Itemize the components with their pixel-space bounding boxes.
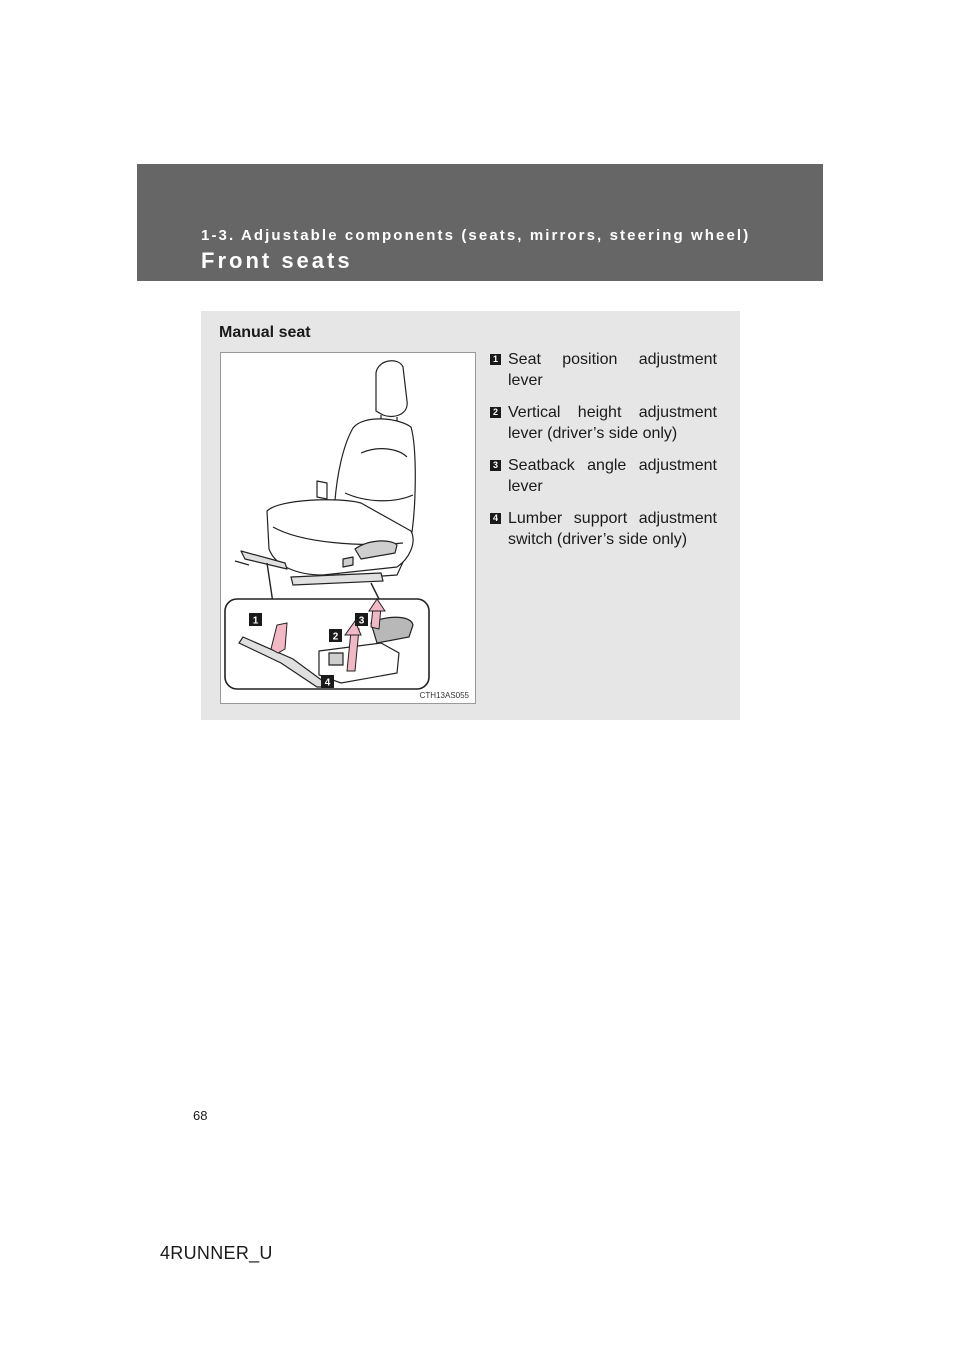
- item-text: Seat position adjustment lever: [508, 351, 717, 389]
- item-number: 3: [490, 460, 501, 471]
- callout-1: 1: [252, 615, 259, 627]
- item-text: Lumber support adjustment switch (driver’s side only): [508, 510, 717, 548]
- page-title: Front seats: [201, 248, 353, 273]
- item-number: 4: [490, 513, 501, 524]
- seat-illustration: [220, 352, 476, 704]
- page-number: 68: [193, 1108, 208, 1123]
- list-item: [490, 455, 717, 497]
- list-item: [490, 402, 717, 444]
- item-text: Seatback angle adjustment lever: [508, 457, 717, 495]
- item-list: [490, 349, 717, 561]
- callout-3: 3: [358, 615, 365, 627]
- headrest: [376, 361, 407, 417]
- figure-code: CTH13AS055: [419, 691, 469, 700]
- list-item: [490, 508, 717, 550]
- list-item: [490, 349, 717, 391]
- manual-seat-panel: [201, 311, 740, 720]
- panel-heading: Manual seat: [219, 324, 311, 341]
- seat-drawing: [221, 353, 475, 703]
- callout-4: 4: [324, 677, 331, 689]
- item-text: Vertical height adjustment lever (driver’s side only): [508, 404, 717, 442]
- item-number: 1: [490, 354, 501, 365]
- footer-model: 4RUNNER_U: [160, 1243, 273, 1263]
- callout-2: 2: [332, 631, 339, 643]
- section-title: 1-3. Adjustable components (seats, mirrors, steering wheel): [201, 227, 751, 244]
- section-header: [137, 164, 823, 281]
- item-number: 2: [490, 407, 501, 418]
